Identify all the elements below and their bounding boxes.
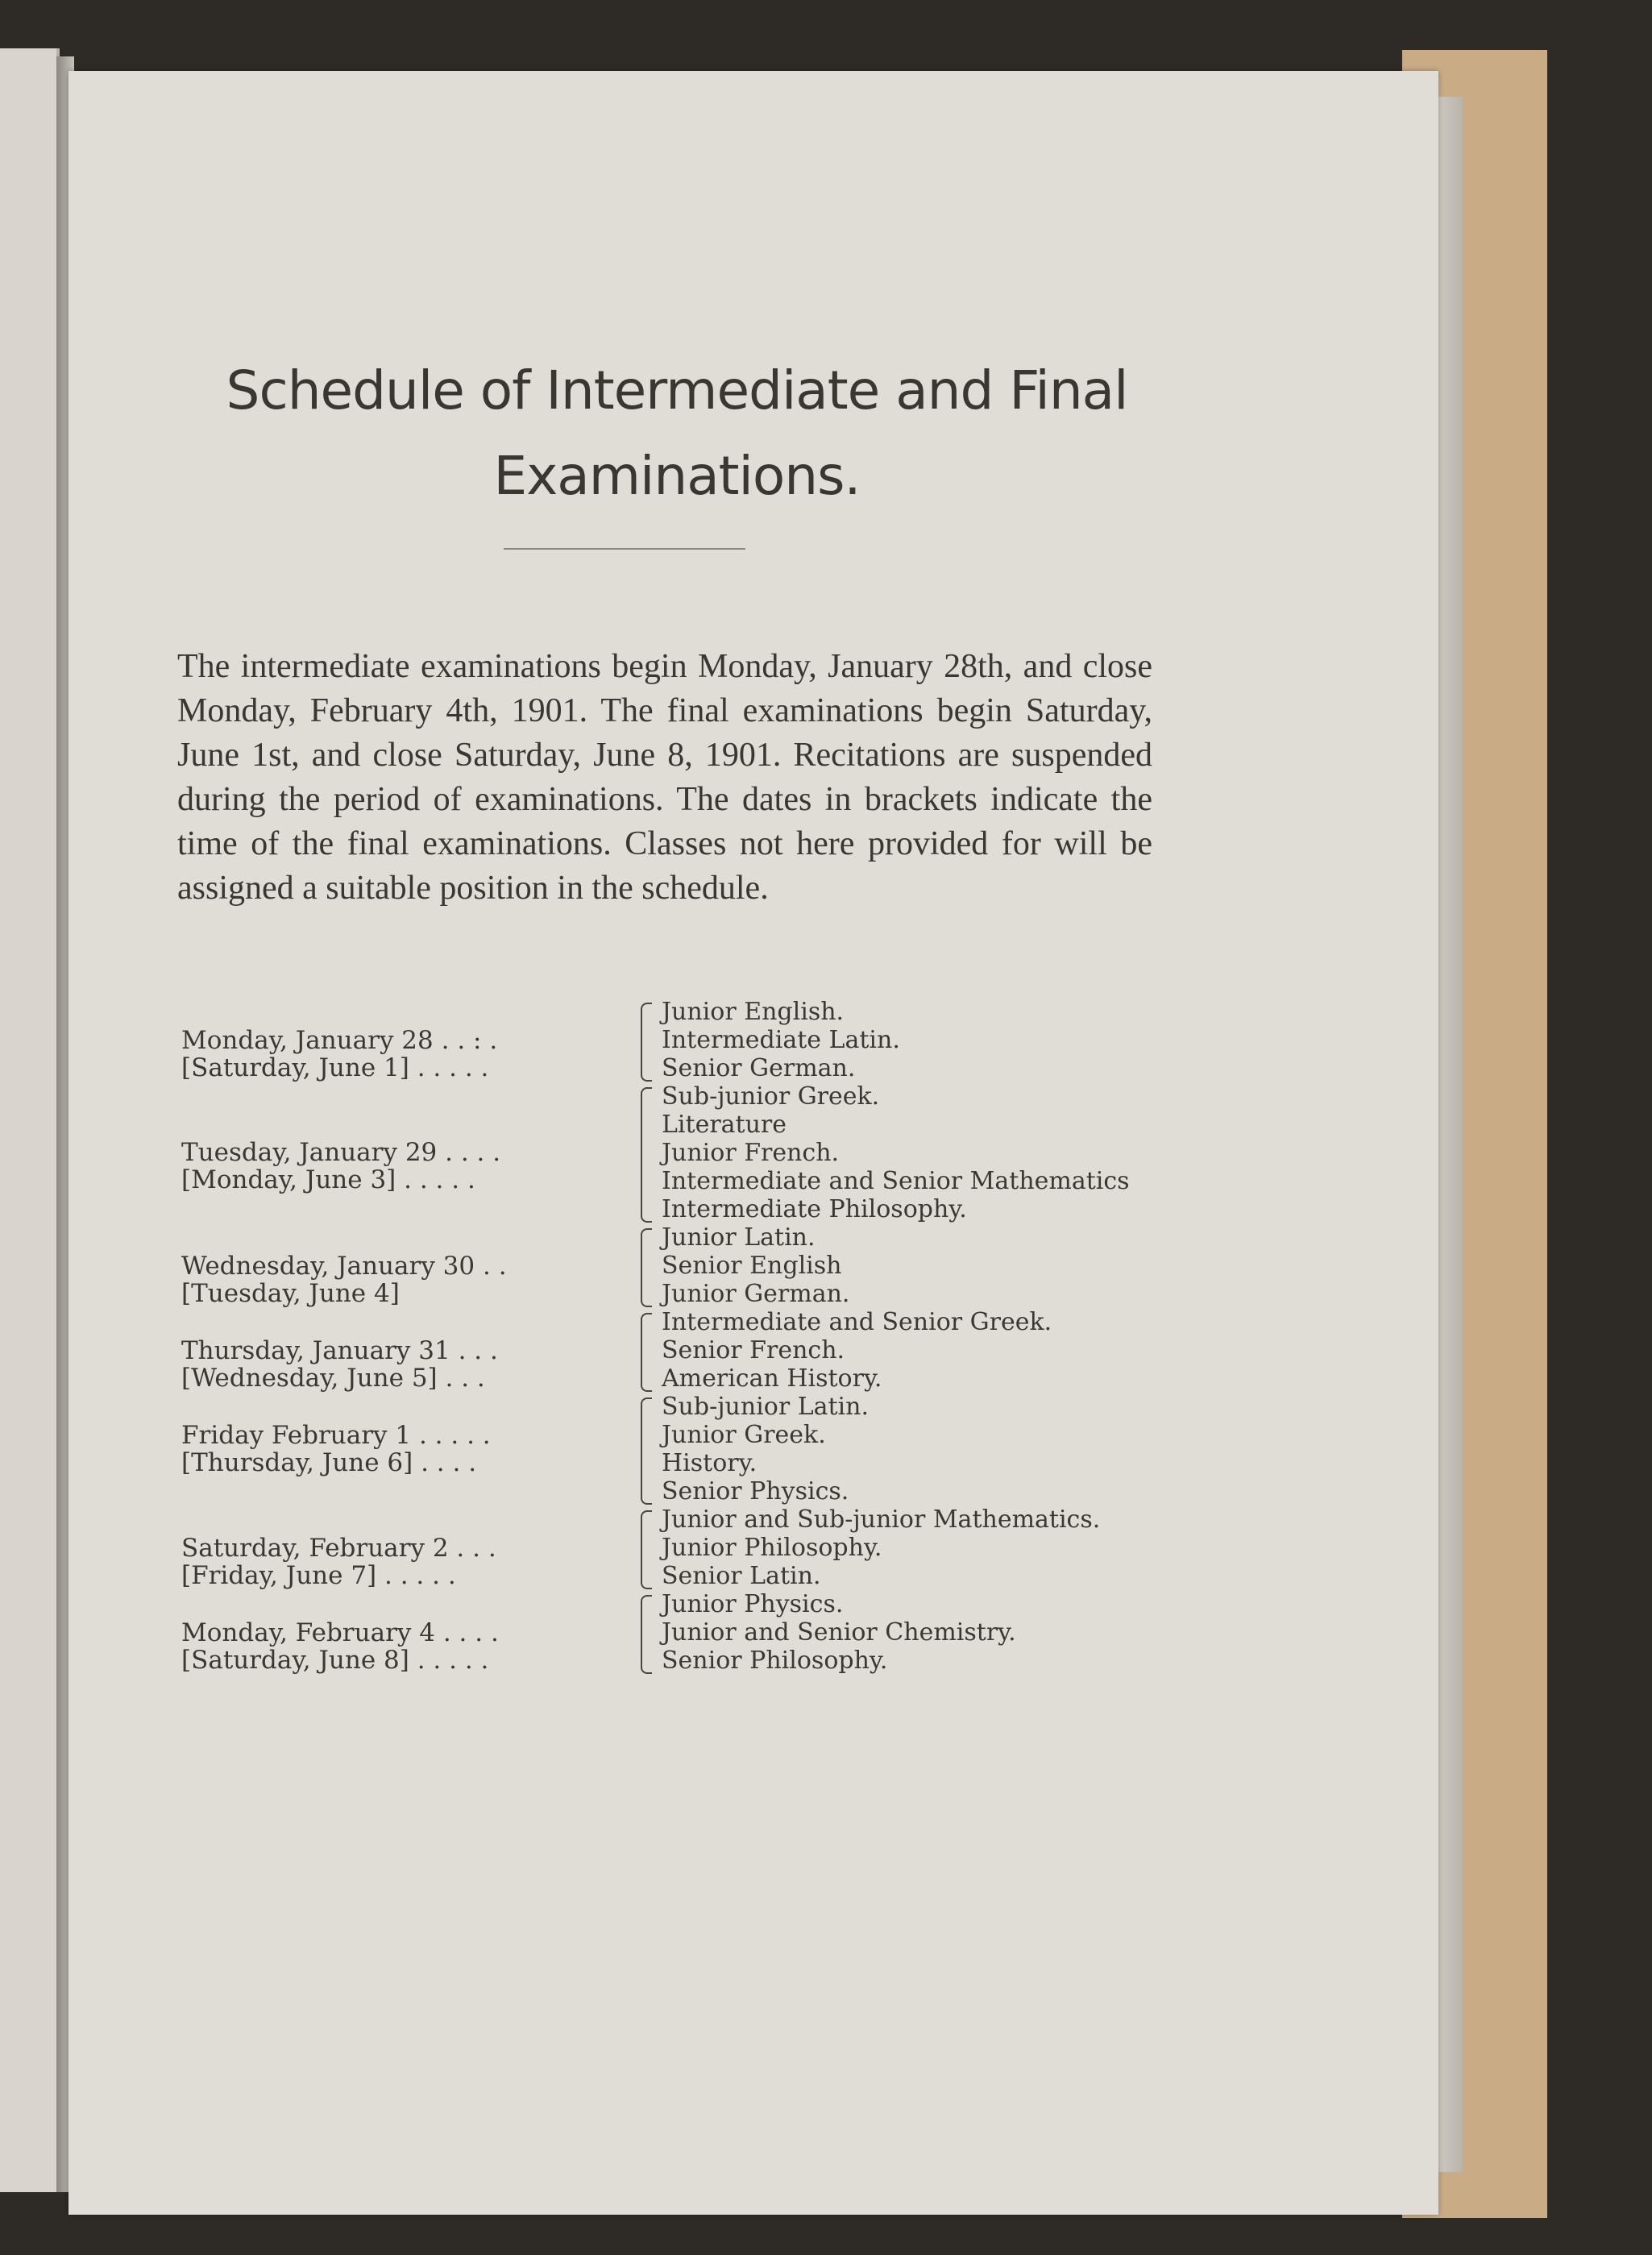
subject-list [662,998,900,1082]
final-exam-date: [Friday, June 7] . . . . . [181,1561,456,1590]
final-exam-date: [Wednesday, June 5] . . . [181,1364,485,1393]
title-rule [504,548,745,550]
exam-date: Thursday, January 31 . . . [181,1336,498,1365]
brace [641,1510,652,1589]
subject: Intermediate and Senior Greek. [662,1308,1052,1336]
subject: Literature [662,1111,787,1139]
subject-list [662,1505,1100,1590]
subject: Junior Physics. [662,1590,844,1618]
subject: American History. [662,1364,882,1393]
subject-list [662,1308,1052,1393]
exam-date: Wednesday, January 30 . . [181,1252,507,1281]
subject: Junior Latin. [662,1223,816,1252]
exam-date: Saturday, February 2 . . . [181,1534,496,1563]
subject: Senior English [662,1252,842,1280]
page-title: Schedule of Intermediate and Final Examinations. [226,359,1128,507]
subject: Intermediate and Senior Mathematics [662,1167,1130,1195]
subject: Junior and Senior Chemistry. [662,1618,1016,1647]
subject: Junior German. [662,1280,850,1308]
subject: Intermediate Latin. [662,1026,900,1054]
subject: Junior French. [662,1139,840,1167]
intro-paragraph: The intermediate examinations begin Monday, January 28th, and close Monday, February 4th, 1901. The final examinations begin Saturday, June 1st, and close Saturday, June 8, 1901. Recitations are suspended during the period of examinations. The dates in brackets indicate the time of the final examinations. Classes not here provided for will be assigned a suitable position in the schedule. [177,648,1152,907]
exam-date: Monday, February 4 . . . . [181,1618,499,1647]
subject: Intermediate Philosophy. [662,1195,967,1223]
exam-date: Monday, January 28 . . : . [181,1026,498,1055]
subject: Junior and Sub-junior Mathematics. [662,1505,1101,1534]
brace [641,1228,652,1307]
final-exam-date: [Saturday, June 8] . . . . . [181,1646,489,1675]
final-exam-date: [Thursday, June 6] . . . . [181,1448,477,1477]
brace [641,1003,652,1082]
subject: Sub-junior Greek. [662,1082,880,1111]
subject: Junior Greek. [662,1421,826,1449]
subject-list [662,1393,869,1505]
exam-schedule [181,998,1245,1691]
brace [641,1087,652,1223]
subject: Senior Philosophy. [662,1647,888,1675]
subject: Sub-junior Latin. [662,1393,870,1421]
subject: Senior French. [662,1336,845,1364]
subject: Junior Philosophy. [662,1534,882,1562]
exam-date: Tuesday, January 29 . . . . [181,1138,501,1167]
subject-list [662,1590,1016,1675]
subject-list [662,1223,849,1308]
subject: Senior German. [662,1054,856,1082]
brace [641,1313,652,1392]
subject: Senior Latin. [662,1562,821,1590]
final-exam-date: [Monday, June 3] . . . . . [181,1165,475,1194]
subject: Junior English. [662,998,845,1026]
final-exam-date: [Saturday, June 1] . . . . . [181,1053,489,1082]
subject: Senior Physics. [662,1477,849,1505]
brace [641,1595,652,1674]
final-exam-date: [Tuesday, June 4] [181,1279,400,1308]
subject-list [662,1082,1130,1223]
subject: History. [662,1449,758,1477]
left-page-edge [0,48,60,2192]
brace [641,1397,652,1505]
exam-date: Friday February 1 . . . . . [181,1421,491,1450]
